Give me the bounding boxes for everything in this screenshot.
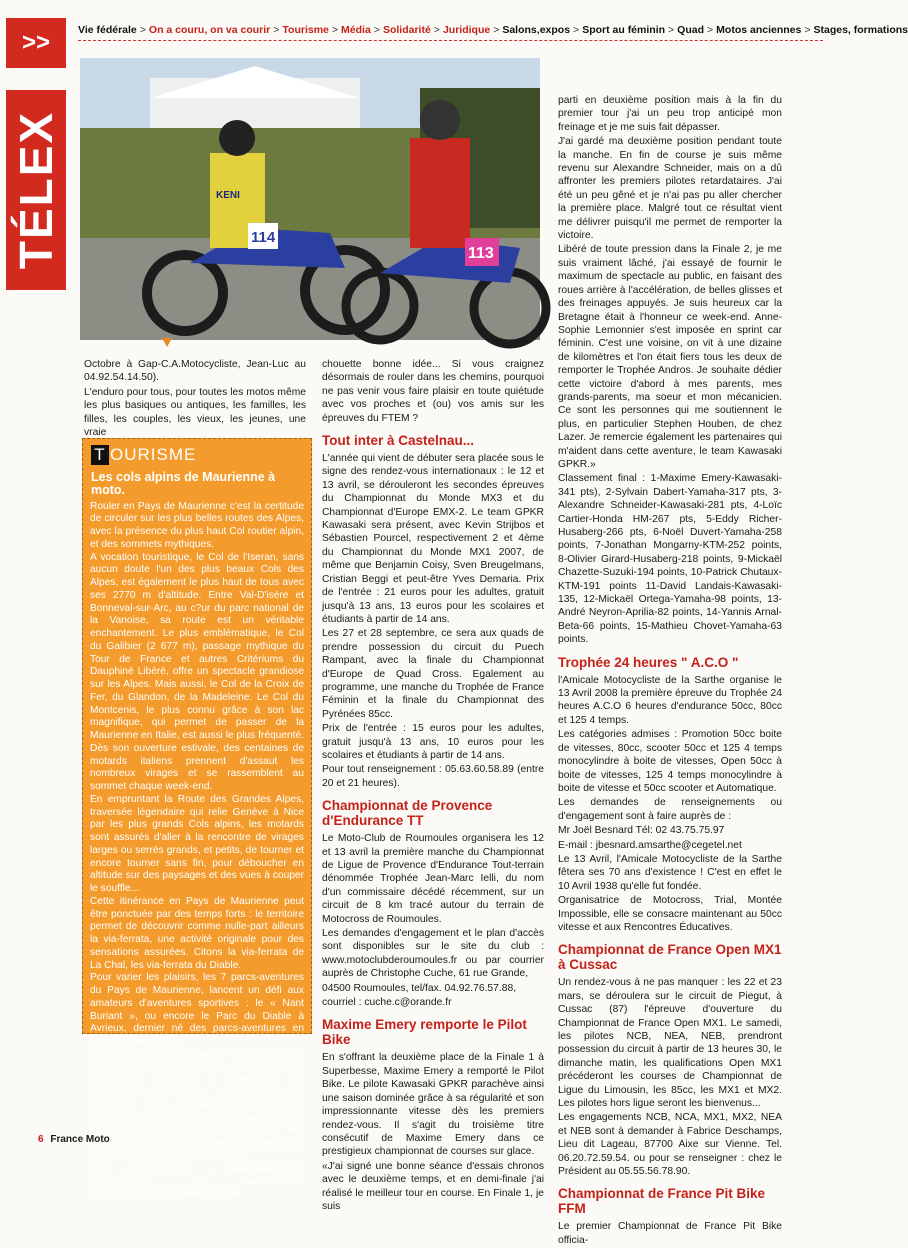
photo-pointer-icon [162,338,172,347]
motocross-photo [80,58,540,340]
breadcrumb-separator-icon: > [139,24,146,36]
paragraph: Classement final : 1-Maxime Emery-Kawasaki-341 pts), 2-Sylvain Dabert-Yamaha-317 pts, 3-Alexandre Schneider-Kawasaki-281 pts, 4-Loïc Cartier-Honda HM-267 pts, 5-Eddy Richer-Husaberg-266 pts, 6-Noël Duvert-Yamaha-258 points, 7-Jonathan Mongarny-KTM-252 points, 8-Olivier Girard-Husaberg-218 points, 9-Mickaël Chazette-Suzuki-194 points, 10-Patrick Chutaux-KTM-191 points 11-David Landais-Kawasaki-135, 12-Mickaël Ortega-Yamaha-98 points, 13-André Neyron-Aprilia-82 points, 14-Yannis Arnal-Beta-66 points, 15-Mathieu Chovet-Yamaha-63 points. [558,473,782,646]
tourisme-initial: T [91,445,109,465]
paragraph: Les engagements NCB, NCA, MX1, MX2, NEA et NEB sont à demander à Fabrice Deschamps, Lieu dit Lageau, 87700 Aixe sur Vienne. Tel. 06.20.72.59.54. ou pour se renseigner : chez le Président au 05.55.56.78.90. [558,1112,782,1178]
tourisme-heading-rest: OURISME [110,444,197,464]
paragraph: J'ai gardé ma deuxième position pendant toute la manche. En fin de course je suis même revenu sur Alexandre Schneider, mais on a dû affronter les premiers pilotes retardataires. J'ai été un peu gêné et je n'ai pas pu aller chercher la première place. Malgré tout ce résultat vient me délivrer puisqu'il me permet de remporter la victoire. [558,136,782,242]
paragraph: Organisatrice de Motocross, Trial, Montée Impossible, elle se consacre maintenant au 50cc vitesse et aux Rencontres Éducatives. [558,895,782,933]
paragraph: A vocation touristique, le Col de l'Iseran, sans aucun doute l'un des plus beaux Cols des Alpes, est également le plus haut de tous avec ses 2770 m d'altitude. Entre Val-D'isère et Bonneval-sur-Arc, au c?ur du parc national de la Vanoise, sa route est un véritable enchantement. Le plus emblématique, le Col du Galibier (2 677 m), passage mythique du Tour de France et autres Critériums du Dauphiné Libéré, offre un spectacle grandiose sur les Alpes. Mais aussi, le Col de la Croix de Fer, du Glandon, de la Madeleine. Le Col du Montcenis, le plus connu grâce à son lac magnifique, qui permet de passer de la Maurienne en Italie, est aussi le plus fréquenté. Dès son ouverture estivale, des centaines de motards italiens prennent d'assaut les nombreux virages et se rassemblent au sommet chaque week-end. [90,551,304,792]
breadcrumb-item[interactable]: Vie fédérale [78,24,137,36]
breadcrumb-item[interactable]: Motos anciennes [716,24,802,36]
magazine-name: France Moto [50,1134,110,1145]
paragraph: 04500 Roumoules, tel/fax. 04.92.76.57.88, [322,982,517,994]
tourisme-box [82,438,312,1200]
breadcrumb-separator-icon: > [273,24,280,36]
breadcrumb-item[interactable]: Stages, formations [813,24,908,36]
tourisme-subtitle: Les cols alpins de Maurienne à moto. [91,470,276,497]
paragraph: Les catégories admises : Promotion 50cc boite de vitesses, 80cc, scooter 50cc et 125 4 temps monocylindre à boite de vitesses, Open 50cc à boite de vitesses, 125 4 temps monocylindre à boite de vitesse et 50cc scooter et Automatique. [558,729,782,794]
breadcrumb-separator-icon: > [373,24,380,36]
paragraph: parti en deuxième position mais à la fin du premier tour j'ai un peu trop anticipé mon freinage et je me suis fait dépasser. [558,95,782,133]
breadcrumb-item[interactable]: On a couru, on va courir [148,24,271,36]
breadcrumb [78,24,908,41]
paragraph: Un rendez-vous à ne pas manquer : les 22 et 23 mars, se déroulera sur le circuit de Piegut, à Cussac (87) l'épreuve d'ouverture du Championnat de France Open MX1. Le samedi, les pilotes NCB, NEA, NEB, prendront possession du circuit à partir de 13 heures 30, le dimanche matin, les qualifications Open MX1 précéderont les courses de Championnat de Ligue du Limousin, les 85cc, les MX1 et MX2. Les pilotes hors ligue seront les bienvenus... [558,977,782,1110]
paragraph: «J'ai signé une bonne séance d'essais chronos avec le deuxième temps, et en demi-finale j'ai réalisé le meilleur tour en course. En Finale 1, je suis [322,1160,544,1212]
column-left [84,358,306,440]
tourisme-body [83,501,311,1202]
breadcrumb-item[interactable]: Sport au féminin [582,24,666,36]
paragraph: Les demandes de renseignements ou d'engagement sont à faire auprès de : [558,797,782,822]
paragraph: Plus d'informations : www.maurienne-tourisme.com et www.savoie-maurienne.latitude-gallimard.com [90,1163,304,1200]
breadcrumb-separator-icon: > [804,24,811,36]
section-title: Championnat de France Open MX1 à Cussac [558,942,782,973]
paragraph: L'enduro pour tous, pour toutes les motos même les plus basiques ou antiques, les familles, les filles, les couples, les vieux, les jeunes, une vraie [84,386,306,439]
breadcrumb-item[interactable]: Juridique [442,24,491,36]
section-title: Trophée 24 heures " A.C.O " [558,654,739,670]
paragraph: L'année qui vient de débuter sera placée sous le signe des rendez-vous internationaux : le 12 et 13 avril, se dérouleront les secondes épreuves du Championnat du Monde MX3 et du Championnat d'Europe EMX-2. Le team GPKR Kawasaki sera présent, avec Kevin Strijbos et Sébastien Pourcel, respectivement 2 et 4ème du Championnat du Monde MX1 2007, de même que Benjamin Coisy, Sven Breugelmans, Cristian Beggi et peut-être Yves Demaria. Prix de l'entrée : 21 euros pour les adultes, gratuit jusqu'à 13 ans, 13 euros pour les scolaires et étudiants à partir de 14 ans. [322,453,544,625]
paragraph: Le premier Championnat de France Pit Bike officia- [558,1221,782,1246]
paragraph: Pour tout renseignement : 05.63.60.58.89 (entre 20 et 21 heures). [322,764,544,789]
breadcrumb-separator-icon: > [707,24,714,36]
breadcrumb-item[interactable]: Média [341,24,371,36]
column-right [558,94,782,1248]
paragraph: Prix de l'entrée : 15 euros pour les adultes, gratuit jusqu'à 13 ans, 10 euros pour les scolaires et étudiants à partir de 14 ans. [322,723,544,761]
paragraph: E-mail : jbesnard.amsarthe@cegetel.net [558,839,742,851]
breadcrumb-separator-icon: > [668,24,675,36]
breadcrumb-item[interactable]: Tourisme [282,24,329,36]
breadcrumb-separator-icon: > [331,24,339,36]
page-number: 6 [38,1134,44,1145]
breadcrumb-separator-icon: > [433,24,440,36]
motocross-photo-illustration [80,58,540,340]
section-title: Maxime Emery remporte le Pilot Bike [322,1017,527,1048]
paragraph: Mr Joël Besnard Tél: 02 43.75.75.97 [558,825,725,837]
telex-band [6,90,66,290]
paragraph: En empruntant la Route des Grandes Alpes, traversée légendaire qui relie Genève à Nice par les plus grands Cols alpins, les motards sont assurés d'aller à la rencontre de virages larges ou serrés grands, et petits, de tourner et encore tourner sans fin, pour déboucher en altitude sur des paysages et des vues à couper le souffle... [90,793,304,894]
paragraph: Cette itinérance en Pays de Maurienne peut être ponctuée par des temps forts : le territoire permet de découvrir comme nulle-part ailleurs la via-ferrata, une activité originale pour des sensations assurées. Citons la via-ferrata de La Chal, les via-ferrata du Diable. [90,895,304,971]
paragraph: Des hébergements adaptés, et des services nombreux (banques, stations services 24/24, motocistes, vendeurs et réparateurs de pneus...), facilitent cette belle itinérance à travers le Pays de Maurienne. Les hôtels disposent pour la plupart de garages fermés pour les motos et certains proposent des menus ainsi qu'un accueil personnalisé digne d'une mention « Relais Motards ». [90,1048,304,1162]
paragraph: Les 27 et 28 septembre, ce sera aux quads de prendre possession du circuit du Puech Rampant, avec la finale du Championnat d'Europe de Quad Cross. Egalement au programme, une manche du Trophée de France Féminin et la finale du Championnat des Pyrénées 85cc. [322,628,544,720]
paragraph: courriel : cuche.c@orande.fr [322,997,452,1009]
breadcrumb-separator-icon: > [573,24,580,36]
bike-number-left: 114 [251,229,276,246]
tourisme-heading [83,439,311,467]
column-middle [322,358,544,1214]
paragraph: Rouler en Pays de Maurienne c'est la certitude de circuler sur les plus belles routes des Alpes, avec la présence du plus haut Col routier alpin, et des sommets mythiques. [90,500,304,550]
section-title: Championnat de France Pit Bike FFM [558,1186,766,1217]
section-tab: >> [6,18,66,68]
section-title: Championnat de Provence d'Endurance TT [322,798,493,829]
breadcrumb-item[interactable]: Quad [677,24,705,36]
page-footer [38,1134,110,1145]
paragraph: Le Moto-Club de Roumoules organisera les 12 et 13 avril la première manche du Championnat de Ligue de Provence d'Endurance Tout-terrain dénommée Trophée Jean-Marc Ielli, du nom d'un commissaire décédé récemment, sur un circuit de 8 km tracé autour du terrain de Motocross de Roumoules. [322,833,544,925]
section-title: Tout inter à Castelnau... [322,433,475,449]
paragraph: Octobre à Gap-C.A.Motocycliste, Jean-Luc au 04.92.54.14.50). [84,359,306,384]
paragraph: Le 13 Avril, l'Amicale Motocycliste de la Sarthe fêtera ses 70 ans d'existence ! C'est en effet le 10 Avril 1938 qu'elle fut fondée. [558,853,782,892]
paragraph: Libéré de toute pression dans la Finale 2, je me suis vraiment lâché, j'ai essayé de fournir le maximum de spectacle au public, en faisant des roues arrière à l'accélération, de belles glisses et des freinages appuyés. Je suis heureux car la Bretagne était à l'honneur ce week-end. Anne-Sophie Lemonnier s'est imposée en sprint car féminin. C'est une voisine, on vit à une dizaine de kilomètres et l'on était fiers tous les deux de remporter le Trophée Andros. Je souhaite dédier cette victoire d'abord à mes parents, mes grands-parents, ma soeur et mon mécanicien. Ce sont les personnes qui me soutiennent le plus, en particulier Stephen Houben, de chez Lazer. Je remercie également les partenaires qui m'aident dans cette aventure, le team Kawasaki GPKR.» [558,244,782,470]
paragraph: l'Amicale Motocycliste de la Sarthe organise le 13 Avril 2008 la première épreuve du Trophée 24 heures A.C.O 6 heures d'endurance 50cc, 80cc et 125 4 temps. [558,674,782,726]
breadcrumb-separator-icon: > [493,24,500,36]
bike-number-right: 113 [468,245,494,262]
paragraph: chouette bonne idée... Si vous craignez désormais de rouler dans les chemins, pourquoi ne pas venir vous faire plaisir en toute quiétude avec vos proches et (ou) vos amis sur les épreuves du FTEM ? [322,359,544,424]
paragraph: En s'offrant la deuxième place de la Finale 1 à Superbesse, Maxime Emery a remporté le Pilot Bike. Le pilote Kawasaki GPKR parachève ainsi une saison dominée grâce à sa régularité et son impressionnante vitesse dès les premiers rendez-vous. Il s'agit du troisième titre consécutif de Maxime Emery dans ce prestigieux championnat de courses sur glace. [322,1052,544,1158]
telex-label: TÉLEX [10,110,62,270]
breadcrumb-item[interactable]: Salons,expos [502,24,571,36]
breadcrumb-item[interactable]: Solidarité [382,24,431,36]
paragraph: Les demandes d'engagement et le plan d'accès sont disponibles sur le site du club : www.motoclubderoumoules.fr ou par courrier auprès de Christophe Cuche, 61 rue Grande, [322,928,544,980]
rider-jersey-text: KENI [216,190,240,201]
paragraph: Pour varier les plaisirs, les 7 parcs-aventures du Pays de Maurienne, lancent un défi aux amateurs d'aventures sportives : le « Nant Buriant », ou encore le Parc du Diable à Avrieux, dernier né des parcs-aventures en Pays de Maurienne. [90,972,304,1047]
